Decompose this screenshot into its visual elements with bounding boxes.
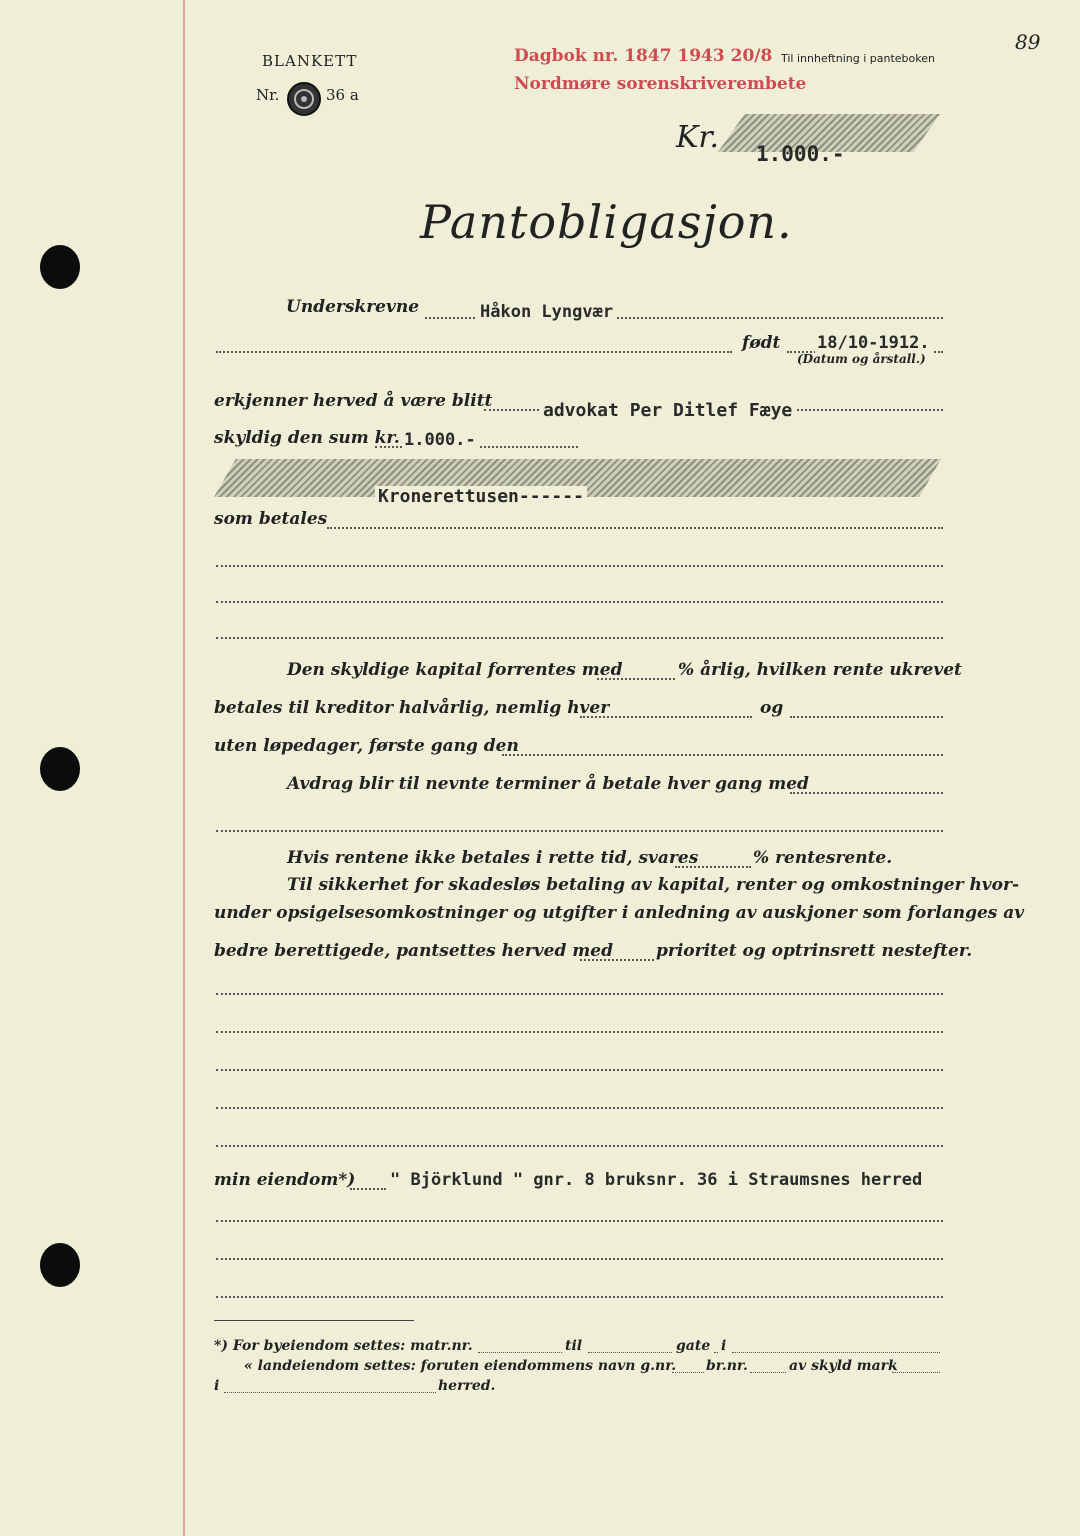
sikker-text-1: Til sikkerhet for skadesløs betaling av kapital, renter og omkostninger hvor-: [287, 875, 1020, 895]
form-number: 36 a: [326, 86, 359, 104]
forrentes-text-2: % årlig, hvilken rente ukrevet: [678, 660, 962, 680]
avdrag-line: [790, 792, 943, 794]
blank-line: [216, 830, 943, 832]
undersk-label: Underskrevne: [286, 297, 420, 317]
blank-line: [216, 1296, 943, 1298]
uten-line: [502, 754, 943, 756]
footnote-line: [732, 1352, 940, 1353]
betales-og: og: [760, 698, 784, 718]
amount-value: 1.000.-: [756, 142, 845, 166]
sikker-text-2: under opsigelsesomkostninger og utgifter i anledning av auskjoner som forlanges av: [214, 903, 1025, 923]
footnote-line1-d: i: [721, 1338, 727, 1354]
fodt-pre-line: [216, 351, 732, 353]
blankett-label: BLANKETT: [262, 52, 358, 70]
blank-line: [216, 1258, 943, 1260]
margin-line: [183, 0, 185, 1536]
blank-line: [216, 1069, 943, 1071]
amount-label: Kr.: [676, 120, 719, 155]
footnote-line2-b: br.nr.: [706, 1358, 748, 1374]
rente-line: [597, 678, 675, 680]
seal-icon: [287, 82, 321, 116]
blank-line: [216, 601, 943, 603]
betales-text: betales til kreditor halvårlig, nemlig hver: [214, 698, 610, 718]
blank-line: [216, 1031, 943, 1033]
nr-label: Nr.: [256, 86, 280, 104]
blank-line: [216, 565, 943, 567]
footnote-line: [224, 1392, 436, 1393]
som-betales-label: som betales: [214, 509, 328, 529]
skyldig-label: skyldig den sum kr.: [214, 428, 400, 448]
footnote-line1-c: gate: [676, 1338, 711, 1354]
erkj-label: erkjenner herved å være blitt: [214, 391, 493, 411]
avdrag-text: Avdrag blir til nevnte terminer å betale hver gang med: [287, 774, 809, 794]
footnote-line2-a: « landeiendom settes: foruten eiendommens navn g.nr.: [244, 1358, 677, 1374]
undersk-value: Håkon Lyngvær: [476, 302, 617, 322]
dagbok-stamp: Dagbok nr. 1847 1943 20/8: [514, 46, 773, 66]
blank-line: [216, 1145, 943, 1147]
datum-note: (Datum og årstall.): [797, 352, 926, 366]
eiendom-value: " Björklund " gnr. 8 bruksnr. 36 i Straumsnes herred: [390, 1170, 923, 1190]
fodt-value: 18/10-1912.: [817, 333, 930, 353]
kroner-words: Kronerettusen------: [375, 486, 587, 507]
office-stamp: Nordmøre sorenskriverembete: [514, 74, 807, 94]
blank-line: [216, 1107, 943, 1109]
footnote-line: [672, 1372, 704, 1373]
binder-hole: [40, 747, 80, 791]
innheftning-note: Til innheftning i panteboken: [781, 52, 935, 65]
betales-line: [580, 716, 752, 718]
fodt-label: født: [742, 333, 781, 353]
forrentes-text-1: Den skyldige kapital forrentes med: [287, 660, 623, 680]
footnote-line1-b: til: [565, 1338, 583, 1354]
footnote-line2-c: av skyld mark: [789, 1358, 898, 1374]
blank-line: [216, 993, 943, 995]
som-betales-line: [327, 527, 943, 529]
footnote-line: [892, 1372, 940, 1373]
hvis-line: [675, 866, 751, 868]
sikker-text-3a: bedre berettigede, pantsettes herved med: [214, 941, 613, 961]
page-title: Pantobligasjon.: [420, 195, 793, 249]
prioritet-line: [580, 959, 654, 961]
erkj-value: advokat Per Ditlef Fæye: [540, 400, 795, 421]
blank-line: [216, 637, 943, 639]
footnote-line: [478, 1352, 562, 1353]
blank-line: [216, 1220, 943, 1222]
footnote-line3-b: herred.: [438, 1378, 496, 1394]
skyldig-value: 1.000.-: [404, 430, 476, 450]
page-number: 89: [1015, 30, 1041, 54]
eiendom-line: [350, 1188, 386, 1190]
footnote-divider: [214, 1320, 414, 1321]
betales-line-2: [790, 716, 943, 718]
footnote-line: [588, 1352, 672, 1353]
hvis-text-2: % rentesrente.: [753, 848, 893, 868]
footnote-line3-a: i: [214, 1378, 220, 1394]
hvis-text-1: Hvis rentene ikke betales i rette tid, svares: [287, 848, 699, 868]
binder-hole: [40, 1243, 80, 1287]
footnote-line: [750, 1372, 786, 1373]
uten-text: uten løpedager, første gang den: [214, 736, 519, 756]
binder-hole: [40, 245, 80, 289]
footnote-line1-a: *) For byeiendom settes: matr.nr.: [214, 1338, 473, 1354]
sikker-text-3b: prioritet og optrinsrett nestefter.: [656, 941, 973, 961]
footnote-line: [714, 1352, 718, 1353]
eiendom-label: min eiendom*): [214, 1170, 356, 1190]
